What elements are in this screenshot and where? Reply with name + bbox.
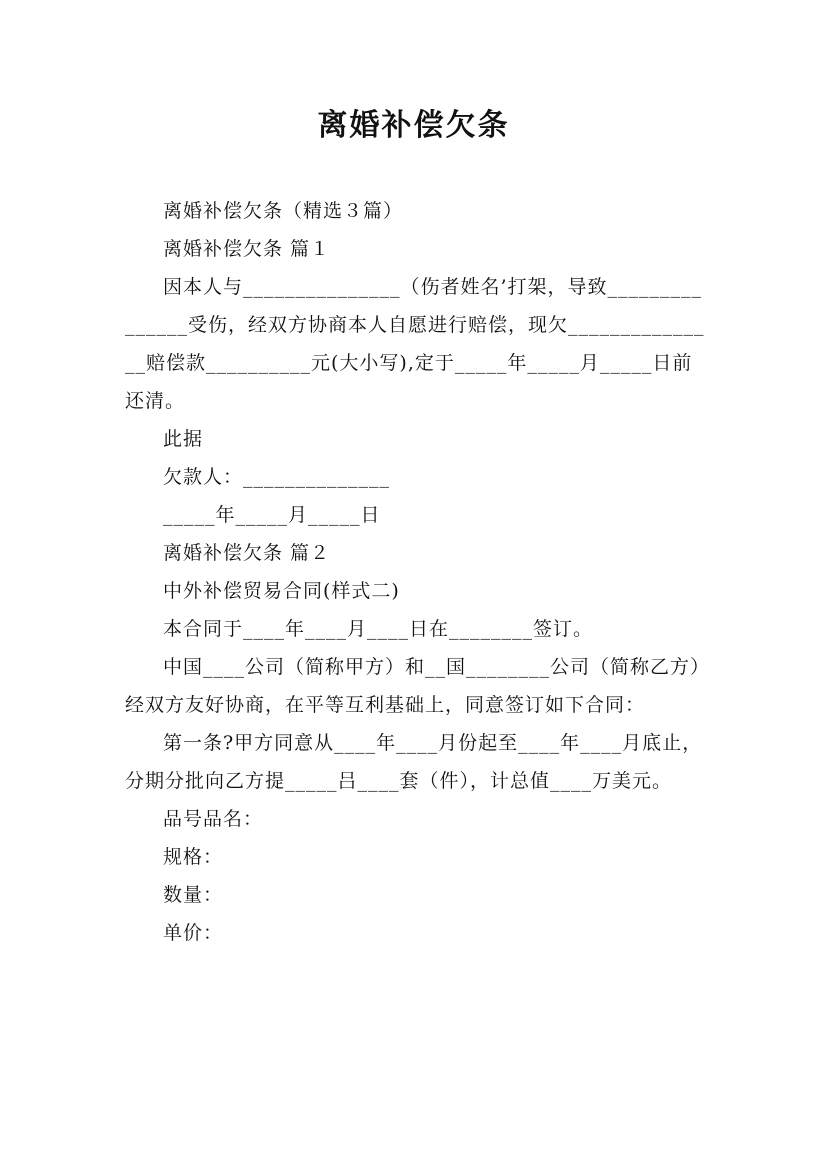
iou-paragraph: 因本人与_______________（伤者姓名’打架，导致_______________受伤，经双方协商本人自愿进行赔偿，现欠_______________赔偿款__________元(大小写),定于_____年_____月_____日前还清。 <box>125 276 705 412</box>
article-one-paragraph: 第一条?甲方同意从____年____月份起至____年____月底止，分期分批向乙方提_____吕____套（件），计总值____万美元。 <box>125 732 703 792</box>
subtitle-line: 离婚补偿欠条（精选３篇） <box>163 200 404 222</box>
hereby-line: 此据 <box>163 428 204 450</box>
document-body <box>125 192 705 952</box>
contract-title: 中外补偿贸易合同(样式二) <box>163 580 400 602</box>
parties-paragraph: 中国____公司（简称甲方）和__国________公司（简称乙方）经双方友好协商，在平等互利基础上，同意签订如下合同： <box>125 656 701 716</box>
product-name-line: 品号品名： <box>163 808 264 830</box>
section-heading-2: 离婚补偿欠条 篇２ <box>163 542 331 564</box>
section-heading-1: 离婚补偿欠条 篇１ <box>163 238 331 260</box>
spec-line: 规格： <box>163 846 224 868</box>
date-line: _____年_____月_____日 <box>163 504 381 526</box>
signing-line: 本合同于____年____月____日在________签订。 <box>163 618 594 640</box>
document-title: 离婚补偿欠条 <box>317 108 510 143</box>
quantity-line: 数量： <box>163 884 224 906</box>
unit-price-line: 单价： <box>163 922 224 944</box>
debtor-line: 欠款人：______________ <box>163 466 391 488</box>
